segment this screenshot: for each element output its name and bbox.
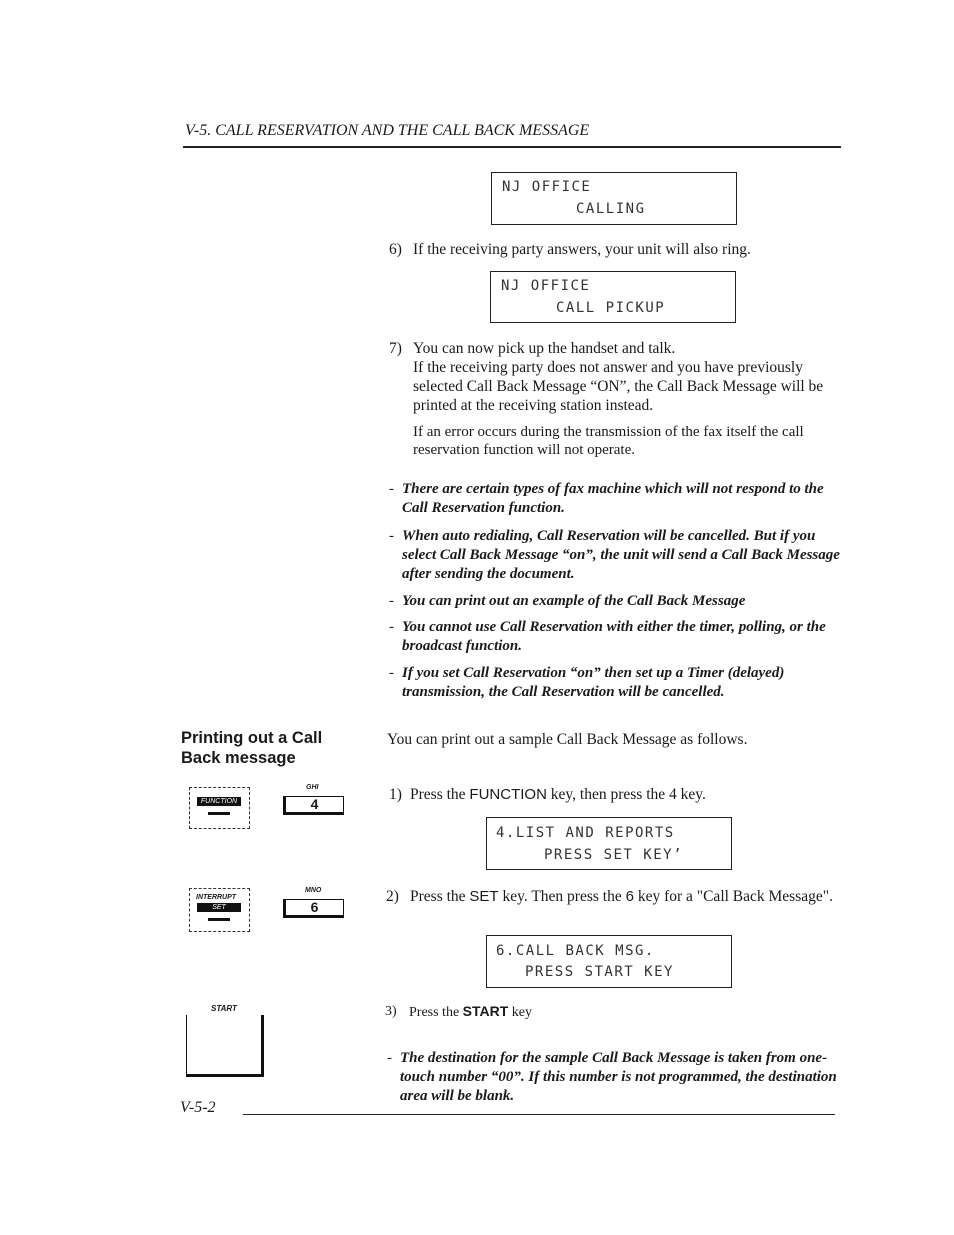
section-title-line-2: Back message xyxy=(181,749,296,767)
lcd-line-1: 4.LIST AND REPORTS xyxy=(496,825,675,841)
interrupt-label: INTERRUPT xyxy=(196,894,237,901)
note-dash: - xyxy=(389,481,394,497)
start-label: START xyxy=(211,1004,237,1013)
note-text: If you set Call Reservation “on” then set up a Timer (delayed) transmission, the Call Reservation will be cancelled. xyxy=(402,665,785,700)
note-dash: - xyxy=(389,619,394,635)
step-number: 3) xyxy=(385,1004,397,1019)
step-text-pre: Press the xyxy=(410,888,470,905)
note-2 xyxy=(389,527,847,584)
note-4 xyxy=(389,618,847,656)
lcd-line-1: 6.CALL BACK MSG. xyxy=(496,943,655,959)
lcd-display-list-reports xyxy=(486,817,732,870)
lcd-display-call-pickup xyxy=(490,271,736,323)
footer-rule xyxy=(243,1114,835,1115)
step-text: If the receiving party answers, your unit will also ring. xyxy=(413,241,751,258)
set-key-name: SET xyxy=(469,888,499,905)
step-number: 2) xyxy=(386,888,399,905)
note-dash: - xyxy=(389,665,394,681)
note-text: You can print out an example of the Call Back Message xyxy=(402,593,746,609)
note-dash: - xyxy=(387,1050,392,1066)
note-text: You cannot use Call Reservation with either the timer, polling, or the broadcast function. xyxy=(402,619,826,654)
step-text-mid: key. Then press the xyxy=(498,888,626,905)
page-number: V-5-2 xyxy=(180,1099,216,1116)
note-3 xyxy=(389,592,847,611)
start-key-name: START xyxy=(462,1003,509,1019)
section-intro: You can print out a sample Call Back Message as follows. xyxy=(387,731,748,748)
digit-key-4: 4 xyxy=(283,796,344,815)
step-text-post: key, then press the 4 key. xyxy=(546,786,706,803)
step-text-pre: Press the xyxy=(410,786,470,803)
lcd-line-1: NJ OFFICE xyxy=(502,179,592,195)
note-1 xyxy=(389,480,847,518)
note-text: There are certain types of fax machine which will not respond to the Call Reservation function. xyxy=(402,481,824,516)
digit-key-6: 6 xyxy=(283,899,344,918)
function-key-illustration xyxy=(189,787,250,829)
note-dash: - xyxy=(389,593,394,609)
lcd-display-calling xyxy=(491,172,737,225)
step-text-line: You can now pick up the handset and talk. xyxy=(413,340,676,357)
section-title xyxy=(181,728,322,768)
step-text-post: key xyxy=(508,1005,533,1020)
note-final xyxy=(387,1049,840,1106)
step-7 xyxy=(389,339,844,459)
lcd-line-2: PRESS START KEY xyxy=(525,964,674,980)
note-text: The destination for the sample Call Back Message is taken from one-touch number “00”. If this number is not programmed, the destination area will be blank. xyxy=(400,1050,837,1104)
set-key-label: SET xyxy=(197,903,241,912)
function-key-label: FUNCTION xyxy=(197,797,241,806)
step-number: 7) xyxy=(389,340,402,357)
step-paragraph-1: If the receiving party does not answer and you have previously selected Call Back Message “ON”, the Call Back Message will be printed at the receiving station instead. xyxy=(413,359,824,414)
mno-label: MNO xyxy=(305,887,322,894)
note-text: When auto redialing, Call Reservation will be cancelled. But if you select Call Back Message “on”, the unit will send a Call Back Message after sending the document. xyxy=(402,528,840,582)
page-header: V-5. CALL RESERVATION AND THE CALL BACK MESSAGE xyxy=(185,122,590,139)
note-dash: - xyxy=(389,528,394,544)
lcd-display-call-back xyxy=(486,935,732,988)
header-rule xyxy=(183,146,841,148)
lcd-line-2: CALLING xyxy=(576,201,646,217)
lcd-line-2: CALL PICKUP xyxy=(556,300,666,316)
lcd-line-2: PRESS SET KEY’ xyxy=(544,847,684,863)
step-text-pre: Press the xyxy=(409,1005,463,1020)
step-paragraph-2: If an error occurs during the transmission of the fax itself the call reservation function will not operate. xyxy=(413,424,804,458)
set-key-bar xyxy=(208,918,230,921)
note-5 xyxy=(389,664,847,702)
digit-six: 6 xyxy=(625,888,634,905)
section-title-line-1: Printing out a Call xyxy=(181,729,323,747)
function-key-bar xyxy=(208,812,230,815)
start-key-illustration[interactable] xyxy=(186,1015,264,1077)
set-key-illustration xyxy=(189,888,250,932)
step-number: 6) xyxy=(389,241,402,258)
step-text-post: key for a "Call Back Message". xyxy=(633,888,833,905)
ghi-label: GHI xyxy=(306,784,319,791)
step-2 xyxy=(386,887,838,906)
step-number: 1) xyxy=(389,786,402,803)
lcd-line-1: NJ OFFICE xyxy=(501,278,591,294)
function-key-name: FUNCTION xyxy=(469,786,547,803)
